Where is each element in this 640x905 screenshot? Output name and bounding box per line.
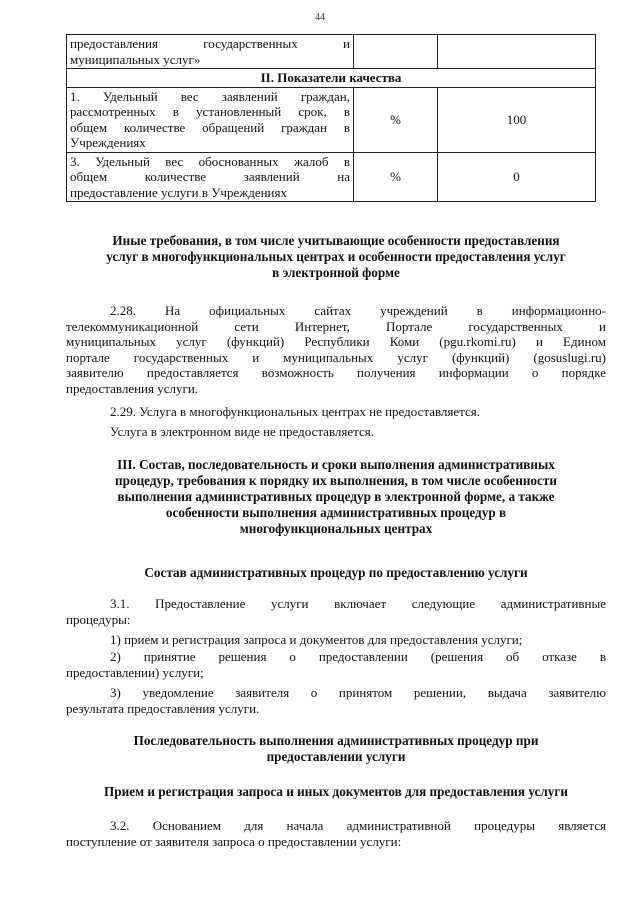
heading-section-iii [66, 457, 606, 537]
table-row [67, 152, 596, 202]
paragraph-2-29: 2.29. Услуга в многофункциональных центрах не предоставляется. [110, 404, 481, 419]
table-section-row [67, 69, 596, 88]
paragraph-line: 3) уведомление заявителя о принятом решении, выдача заявителю [110, 685, 606, 700]
table-section-title: II. Показатели качества [67, 69, 596, 88]
heading-line: III. Состав, последовательность и сроки выполнения административных [117, 457, 555, 472]
paragraph-3-2 [66, 818, 606, 849]
quality-indicators-table [66, 34, 596, 202]
table-cell-unit [354, 35, 438, 69]
cell-text-line: 1. Удельный вес заявлений граждан, [70, 88, 350, 104]
paragraph-3-1-item-2 [66, 649, 606, 680]
heading-other-requirements [66, 233, 606, 281]
paragraph-line: предоставления услуги. [66, 380, 199, 396]
cell-text-line: рассмотренных в установленный срок, в [70, 104, 350, 119]
heading-line: предоставлении услуги [266, 749, 406, 764]
table-cell-unit: % [354, 87, 438, 152]
heading-line: выполнения административных процедур в электронной форме, а также [117, 489, 555, 504]
heading-line: особенности выполнения административных процедур в [165, 505, 507, 520]
paragraph-line: 3.2. Основанием для начала административной процедуры является [110, 818, 606, 833]
paragraph-2-28 [66, 303, 606, 396]
cell-text-line: Учреждениях [70, 135, 146, 150]
paragraph-line: телекоммуникационной сети Интернет, Портале государственных и [66, 318, 606, 334]
cell-text-line: общем количестве обращений граждан в [70, 119, 350, 135]
heading-request-reception: Прием и регистрация запроса и иных документов для предоставления услуги [104, 784, 568, 799]
paragraph-3-1-item-1: 1) прием и регистрация запроса и документов для предоставления услуги; [110, 632, 523, 647]
heading-line: услуг в многофункциональных центрах и особенности предоставления услуг [106, 249, 566, 264]
table-row [67, 35, 596, 69]
table-cell-indicator [67, 152, 354, 202]
table-cell-value: 100 [438, 87, 596, 152]
table-cell-indicator [67, 87, 354, 152]
paragraph-line: муниципальных услуг (функций) Республики Коми (pgu.rkomi.ru) и Едином [66, 334, 606, 349]
heading-procedures-composition: Состав административных процедур по предоставлению услуги [144, 565, 528, 580]
cell-text-line: общем количестве заявлений на [70, 169, 350, 184]
table-cell-indicator [67, 35, 354, 69]
heading-line: в электронной форме [272, 265, 400, 280]
table-cell-unit: % [354, 152, 438, 202]
table-row [67, 87, 596, 152]
paragraph-line: 2) принятие решения о предоставлении (решения об отказе в [110, 649, 606, 664]
heading-procedures-sequence [66, 733, 606, 765]
paragraph-line: поступление от заявителя запроса о предоставлении услуги: [66, 833, 402, 849]
table-cell-value: 0 [438, 152, 596, 202]
paragraph-line: заявителю предоставляется возможность получения информации о порядке [66, 365, 606, 380]
paragraph-line: предоставлении) услуги; [66, 664, 204, 680]
paragraph-line: 3.1. Предоставление услуги включает следующие административные [110, 596, 606, 611]
paragraph-line: результата предоставления услуги. [66, 700, 260, 716]
cell-text-line: муниципальных услуг» [70, 51, 201, 67]
heading-line: Последовательность выполнения административных процедур при [133, 733, 539, 748]
heading-line: Иные требования, в том числе учитывающие особенности предоставления [112, 233, 560, 248]
heading-line: процедур, требования к порядку их выполнения, в том числе особенности [115, 473, 557, 488]
cell-text-line: предоставления государственных и [70, 36, 350, 51]
paragraph-line: процедуры: [66, 611, 131, 627]
cell-text-line: 3. Удельный вес обоснованных жалоб в [70, 153, 350, 169]
cell-text-line: предоставление услуги в Учреждениях [70, 184, 287, 200]
paragraph-3-1 [66, 596, 606, 627]
page-number: 44 [315, 12, 325, 23]
paragraph-2-29-electronic: Услуга в электронном виде не предоставляется. [110, 424, 374, 439]
paragraph-3-1-item-3 [66, 685, 606, 716]
heading-line: многофункциональных центрах [239, 521, 433, 536]
paragraph-line: портале государственных и муниципальных услуг (функций) (gosuslugi.ru) [66, 349, 606, 365]
paragraph-line: 2.28. На официальных сайтах учреждений в информационно- [110, 303, 606, 318]
table-cell-value [438, 35, 596, 69]
